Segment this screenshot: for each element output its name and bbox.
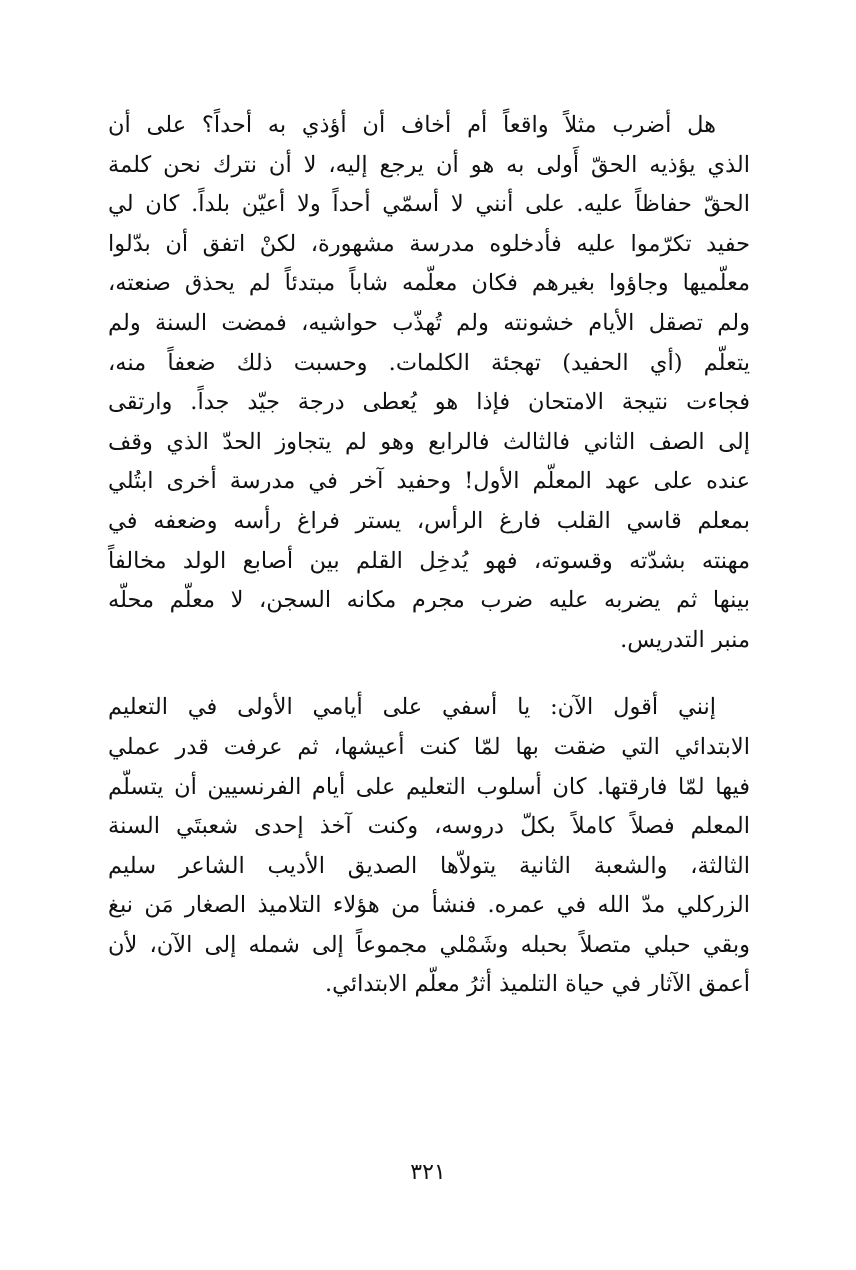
text-line: يتعلّم (أي الحفيد) تهجئة الكلمات. وحسبت ذلك ضعفاً منه،	[108, 349, 750, 376]
text-line: الابتدائي التي ضقت بها لمّا كنت أعيشها، ثم عرفت قدر عملي	[108, 733, 750, 760]
text-line: الثالثة، والشعبة الثانية يتولاّها الصديق الأديب الشاعر سليم	[108, 852, 750, 879]
text-line: عنده على عهد المعلّم الأول! وحفيد آخر في مدرسة أخرى ابتُلي	[108, 468, 750, 495]
text-line: الزركلي مدّ الله في عمره. فنشأ من هؤلاء التلاميذ الصغار مَن نبغ	[108, 892, 750, 919]
text-line: بمعلم قاسي القلب فارغ الرأس، يستر فراغ رأسه وضعفه في	[108, 507, 750, 534]
text-line: أعمق الآثار في حياة التلميذ أثرُ معلّم الابتدائي.	[324, 971, 750, 998]
text-line: وبقي حبلي متصلاً بحبله وشَمْلي مجموعاً إلى شمله إلى الآن، لأن	[108, 931, 750, 958]
text-line: الذي يؤذيه الحقّ أَولى به هو أن يرجع إليه، لا أن نترك نحن كلمة	[108, 151, 750, 178]
text-line: منبر التدريس.	[620, 626, 750, 653]
paragraph-1	[108, 106, 750, 660]
text-line: إنني أقول الآن: يا أسفي على أيامي الأولى في التعليم	[108, 694, 716, 721]
page-body	[108, 106, 750, 1005]
text-line: فجاءت نتيجة الامتحان فإذا هو يُعطى درجة جيّد جداً. وارتقى	[108, 389, 750, 416]
text-line: الحقّ حفاظاً عليه. على أنني لا أسمّي أحداً ولا أعيّن بلداً. كان لي	[108, 191, 750, 218]
text-line: هل أضرب مثلاً واقعاً أم أخاف أن أؤذي به أحداً؟ على أن	[108, 112, 716, 138]
text-line: إلى الصف الثاني فالثالث فالرابع وهو لم يتجاوز الحدّ الذي وقف	[108, 428, 750, 455]
text-line: فيها لمّا فارقتها. كان أسلوب التعليم على أيام الفرنسيين أن يتسلّم	[108, 773, 750, 800]
text-line: معلّميها وجاؤوا بغيرهم فكان معلّمه شاباً مبتدئاً لم يحذق صنعته،	[108, 270, 750, 297]
text-line: بينها ثم يضربه عليه ضرب مجرم مكانه السجن، لا معلّم محلّه	[108, 587, 750, 614]
text-line: حفيد تكرّموا عليه فأدخلوه مدرسة مشهورة، لكنْ اتفق أن بدّلوا	[108, 230, 750, 257]
text-line: المعلم فصلاً كاملاً بكلّ دروسه، وكنت آخذ إحدى شعبتَي السنة	[108, 813, 750, 840]
text-line: ولم تصقل الأيام خشونته ولم تُهذّب حواشيه، فمضت السنة ولم	[108, 309, 750, 336]
page-number: ٣٢١	[410, 1160, 446, 1185]
text-line: مهنته بشدّته وقسوته، فهو يُدخِل القلم بين أصابع الولد مخالفاً	[108, 547, 750, 574]
paragraph-2	[108, 688, 750, 1005]
